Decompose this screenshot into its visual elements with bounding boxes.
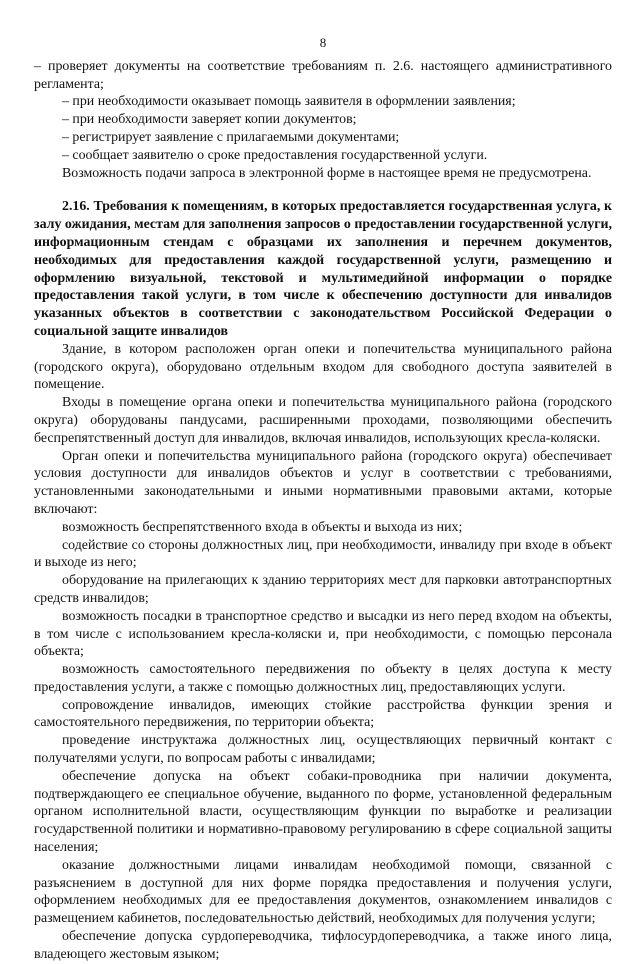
condition-item: обеспечение допуска сурдопереводчика, тифлосурдопереводчика, а также иного лица, владеющего жестовым языком; [34, 929, 612, 962]
condition-item: возможность посадки в транспортное средство и высадки из него перед входом на объекты, в том числе с использованием кресла-коляски и, при необходимости, с помощью персонала объекта; [34, 608, 612, 660]
intro-item: – регистрирует заявление с прилагаемыми документами; [62, 129, 400, 145]
condition-item: содействие со стороны должностных лиц, при необходимости, инвалиду при входе в объект и выходе из него; [34, 537, 612, 571]
condition-item: оборудование на прилегающих к зданию территориях мест для парковки автотранспортных средств инвалидов; [34, 573, 612, 606]
body-paragraph: Здание, в котором расположен орган опеки и попечительства муниципального района (городского округа), оборудовано отдельным входом для свободного доступа заявителей в помещение. [34, 341, 612, 393]
intro-item: – при необходимости заверяет копии документов; [62, 112, 357, 128]
condition-item: проведение инструктажа должностных лиц, осуществляющих первичный контакт с получателями услуги, по вопросам работы с инвалидами; [34, 733, 612, 767]
condition-item: оказание должностными лицами инвалидам необходимой помощи, связанной с разъяснением в доступной для них форме порядка предоставления и получения услуги, оформлением необходимых для ее предоставления документов, ознакомлением инвалидов с размещением кабинетов, последовательностью действий, необходимых для получения услуги; [34, 857, 612, 927]
section-heading: 2.16. Требования к помещениям, в которых предоставляется государственная услуга, к залу ожидания, местам для заполнения запросов о предоставлении государственной услуги, информационным стендам с образцами их заполнения и перечнем документов, необходимых для предоставления каждой государственной услуги, размещению и оформлению визуальной, текстовой и мультимедийной информации о порядке предоставления такой услуги, в том числе к обеспечению доступности для инвалидов указанных объектов в соответствии с законодательством Российской Федерации о социальной защите инвалидов [34, 199, 612, 339]
condition-item: возможность беспрепятственного входа в объекты и выхода из них; [62, 519, 463, 535]
page-number: 8 [319, 35, 327, 50]
condition-item: сопровождение инвалидов, имеющих стойкие расстройства функции зрения и самостоятельного передвижения, по территории объекта; [34, 697, 612, 731]
intro-item: – проверяет документы на соответствие требованиям п. 2.6. настоящего административного регламента; [34, 58, 612, 92]
condition-item: возможность самостоятельного передвижения по объекту в целях доступа к месту предоставления услуги, а также с помощью должностных лиц, предоставляющих услуги. [34, 662, 612, 695]
body-paragraph: Входы в помещение органа опеки и попечительства муниципального района (городского округа) оборудованы пандусами, расширенными проходами, позволяющими обеспечить беспрепятственный доступ для инвалидов, включая инвалидов, использующих кресла-коляски. [34, 395, 612, 446]
condition-item: обеспечение допуска на объект собаки-проводника при наличии документа, подтверждающего ее специальное обучение, выданного по форме, установленной федеральным органом исполнительной власти, осуществляющим функции по выработке и реализации государственной политики и нормативно-правовому регулированию в сфере социальной защиты населения; [34, 768, 612, 856]
body-paragraph: Орган опеки и попечительства муниципального района (городского округа) обеспечивает условия доступности для инвалидов объектов и услуг в соответствии с требованиями, установленными законодательными и иными нормативными правовыми актами, которые включают: [34, 448, 612, 517]
intro-item: – сообщает заявителю о сроке предоставления государственной услуги. [62, 147, 488, 163]
intro-note: Возможность подачи запроса в электронной форме в настоящее время не предусмотрена. [62, 165, 592, 181]
intro-item: – при необходимости оказывает помощь заявителя в оформлении заявления; [62, 94, 516, 110]
